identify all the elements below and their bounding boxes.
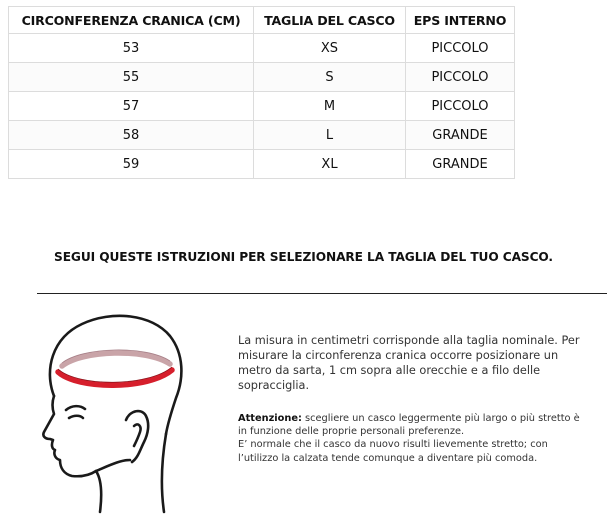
table-row [9,63,515,92]
attention-text-2: E’ normale che il casco da nuovo risulti lievemente stretto; con l’utilizzo la calzata tende comunque a diventare più comoda. [238,439,548,464]
cell-circumference: 59 [9,150,254,179]
table-row [9,121,515,150]
cell-circumference: 58 [9,121,254,150]
cell-eps: PICCOLO [406,92,515,121]
cell-size: M [254,92,406,121]
size-table [8,6,515,179]
header-helmet-size: TAGLIA DEL CASCO [254,7,406,34]
table-row [9,150,515,179]
instructions-heading: SEGUI QUESTE ISTRUZIONI PER SELEZIONARE LA TAGLIA DEL TUO CASCO. [54,250,553,264]
header-circumference: CIRCONFERENZA CRANICA (CM) [9,7,254,34]
cell-circumference: 53 [9,34,254,63]
table-header-row [9,7,515,34]
cell-eps: GRANDE [406,121,515,150]
cell-circumference: 55 [9,63,254,92]
header-eps: EPS INTERNO [406,7,515,34]
cell-size: S [254,63,406,92]
table-row [9,92,515,121]
table-row [9,34,515,63]
attention-note [238,412,583,465]
cell-size: XS [254,34,406,63]
divider [37,293,607,294]
attention-text-1: scegliere un casco leggermente più largo o più stretto è in funzione delle proprie personali preferenze. [238,413,580,438]
cell-eps: PICCOLO [406,63,515,92]
head-measurement-icon [38,310,188,515]
cell-eps: GRANDE [406,150,515,179]
cell-circumference: 57 [9,92,254,121]
cell-size: XL [254,150,406,179]
cell-size: L [254,121,406,150]
cell-eps: PICCOLO [406,34,515,63]
measurement-instructions: La misura in centimetri corrisponde alla taglia nominale. Per misurare la circonferenza cranica occorre posizionare un metro da sarta, 1 cm sopra alle orecchie e a filo delle sopracciglia. [238,334,580,392]
attention-label: Attenzione: [238,413,302,424]
